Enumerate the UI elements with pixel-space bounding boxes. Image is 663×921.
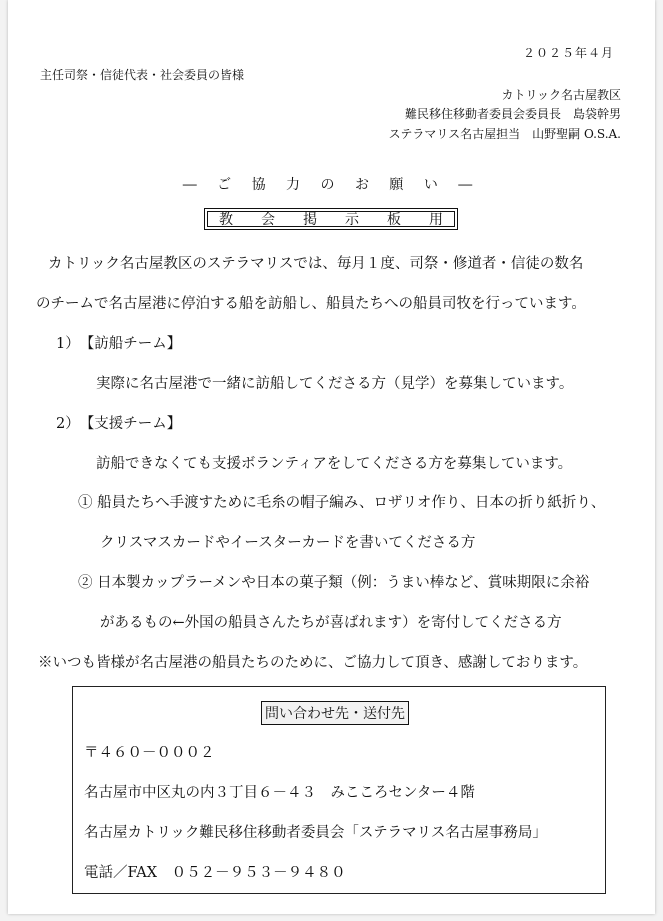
item-2-text: 訪船できなくても支援ボランティアをしてくださる方を募集しています。: [96, 456, 573, 472]
board-char: 教: [219, 212, 233, 228]
document-date: ２０２５年４月: [522, 46, 614, 60]
support-item-2-line-1: ② 日本製カップラーメンや日本の菓子類（例：うまい棒など、賞味期限に余裕: [78, 575, 590, 591]
support-item-1-line-2: クリスマスカードやイースターカードを書いてくださる方: [100, 535, 476, 551]
request-heading: ― ご 協 力 の お 願 い ―: [182, 177, 481, 193]
contact-title: 問い合わせ先・送付先: [261, 701, 409, 725]
support-item-1-line-1: ① 船員たちへ手渡すために毛糸の帽子編み、ロザリオ作り、日本の折り紙折り、: [78, 495, 606, 511]
intro-line-2: のチームで名古屋港に停泊する船を訪船し、船員たちへの船員司牧を行っています。: [36, 296, 586, 312]
postal-address: 名古屋市中区丸の内３丁目６－４３ みこころセンター４階: [84, 785, 475, 801]
phone-fax: 電話／FAX ０５２－９５３－９４８０: [84, 865, 346, 881]
document-page: [8, 0, 655, 914]
board-char: 示: [345, 212, 359, 228]
bulletin-board-label: [204, 208, 458, 230]
item-2-heading: 2） 【支援チーム】: [56, 416, 182, 432]
sender-contact-person: ステラマリス名古屋担当 山野聖嗣 O.S.A.: [388, 127, 621, 141]
sender-chair: 難民移住移動者委員会委員長 島袋幹男: [404, 107, 621, 121]
addressee: 主任司祭・信徒代表・社会委員の皆様: [40, 68, 245, 82]
thanks-note: ※いつも皆様が名古屋港の船員たちのために、ご協力して頂き、感謝しております。: [38, 655, 588, 671]
support-item-2-line-2: があるもの←外国の船員さんたちが喜ばれます）を寄付してくださる方: [100, 615, 562, 631]
item-1-heading: 1） 【訪船チーム】: [56, 336, 182, 352]
item-1-text: 実際に名古屋港で一緒に訪船してくださる方（見学）を募集しています。: [96, 376, 574, 392]
postal-code: 〒４６０－０００２: [84, 745, 215, 761]
intro-line-1: カトリック名古屋教区のステラマリスでは、毎月１度、司祭・修道者・信徒の数名: [48, 256, 584, 272]
board-char: 会: [261, 212, 275, 228]
contact-box: [72, 686, 606, 894]
office-name: 名古屋カトリック難民移住移動者委員会「ステラマリス名古屋事務局」: [84, 825, 547, 841]
board-char: 掲: [303, 212, 317, 228]
sender-organization: カトリック名古屋教区: [501, 88, 621, 102]
board-char: 板: [387, 212, 401, 228]
board-char: 用: [429, 212, 443, 228]
